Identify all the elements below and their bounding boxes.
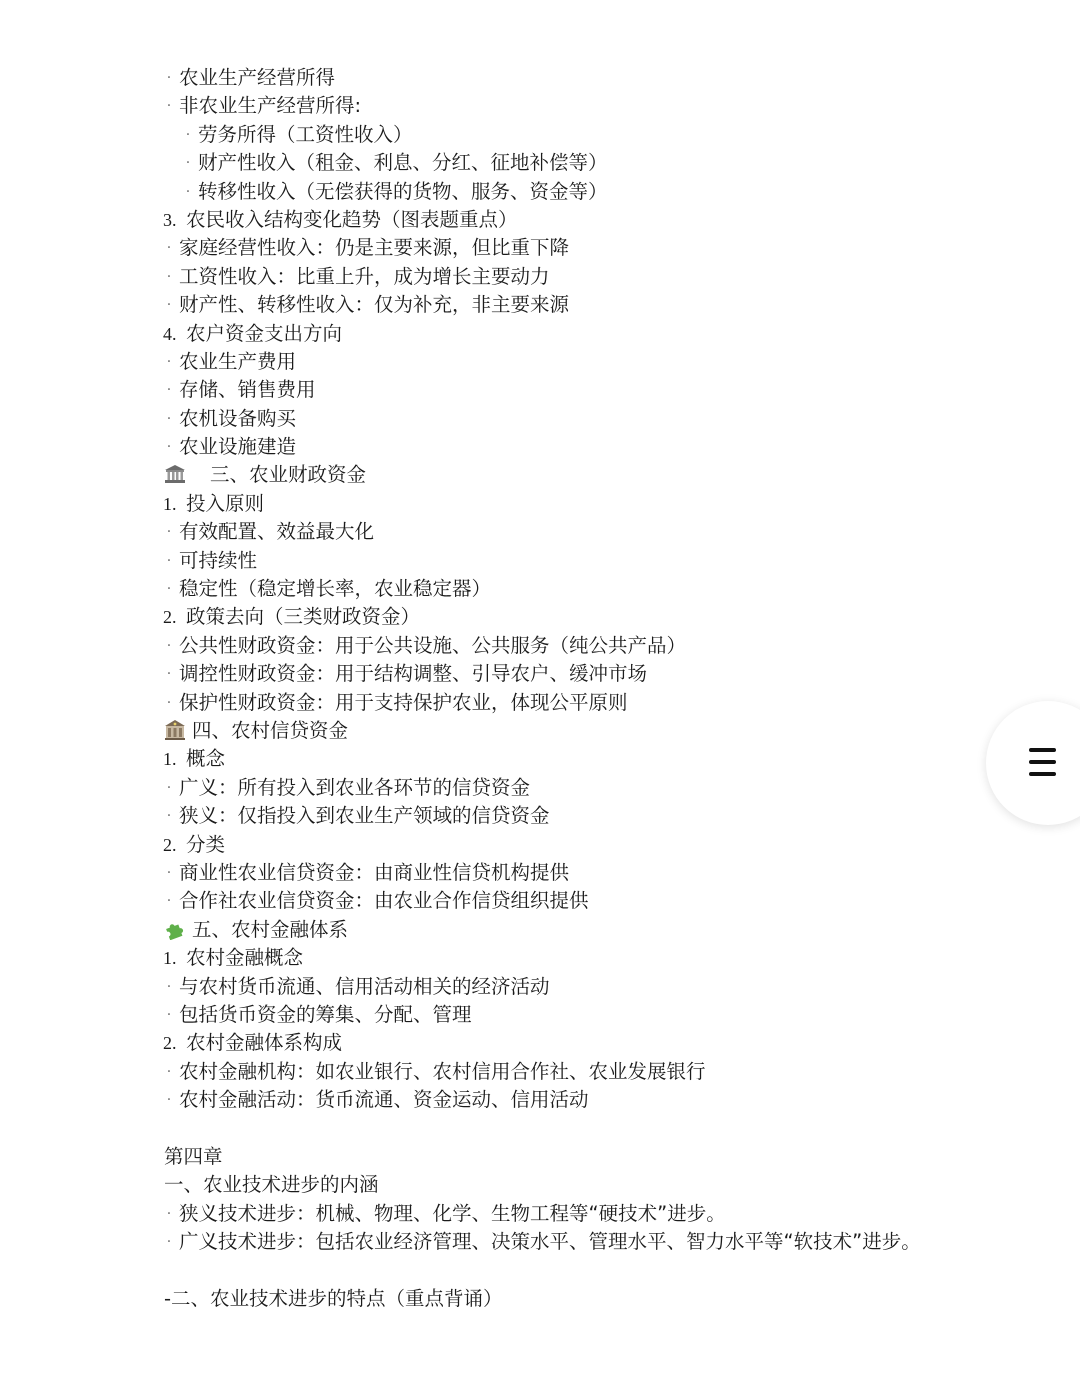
- list-number: 2.: [163, 607, 177, 628]
- bullet-marker: ·: [166, 666, 172, 683]
- line-text: 政策去向（三类财政资金）: [186, 605, 421, 629]
- bullet-marker: ·: [185, 126, 191, 143]
- list-item: [0, 547, 960, 575]
- list-item: [0, 802, 960, 830]
- line-text: 狭义：仅指投入到农业生产领域的信贷资金: [179, 804, 550, 828]
- bullet-marker: ·: [166, 70, 172, 86]
- bullet-marker: ·: [166, 978, 172, 995]
- list-item: [0, 887, 960, 915]
- list-number: 1.: [163, 493, 177, 514]
- bullet-marker: ·: [166, 581, 172, 598]
- list-item: [0, 64, 960, 92]
- list-item: [0, 518, 960, 546]
- line-text: 家庭经营性收入：仍是主要来源，但比重下降: [179, 236, 570, 260]
- bullet-marker: ·: [166, 1006, 172, 1023]
- line-text: 劳务所得（工资性收入）: [198, 122, 413, 146]
- bank-icon: [164, 719, 186, 741]
- bullet-marker: ·: [166, 382, 172, 399]
- line-text: 农村金融概念: [186, 946, 304, 970]
- text-line: [0, 1171, 960, 1199]
- line-text: 包括货币资金的筹集、分配、管理: [179, 1002, 472, 1026]
- numbered-heading: [0, 745, 960, 773]
- bullet-marker: ·: [166, 410, 172, 427]
- line-text: 狭义技术进步：机械、物理、化学、生物工程等“硬技术”进步。: [179, 1201, 726, 1225]
- line-text: 投入原则: [186, 491, 265, 515]
- bullet-marker: ·: [166, 439, 172, 456]
- list-number: 1.: [163, 948, 177, 969]
- numbered-heading: [0, 206, 960, 234]
- line-text: 广义：所有投入到农业各环节的信贷资金: [179, 775, 531, 799]
- list-item: [0, 121, 960, 149]
- bullet-marker: ·: [166, 1205, 172, 1222]
- numbered-heading: [0, 944, 960, 972]
- line-text: -二、农业技术进步的特点（重点背诵）: [164, 1286, 503, 1310]
- numbered-heading: [0, 1029, 960, 1057]
- bullet-marker: ·: [166, 893, 172, 910]
- document-body: [0, 64, 960, 1313]
- text-line: [0, 1285, 960, 1313]
- bullet-marker: ·: [166, 637, 172, 654]
- list-item: [0, 1200, 960, 1228]
- bullet-marker: ·: [166, 1092, 172, 1109]
- line-text: 四、农村信贷资金: [192, 718, 349, 742]
- line-text: 农业生产费用: [179, 349, 297, 373]
- bullet-marker: ·: [185, 183, 191, 200]
- line-text: 与农村货币流通、信用活动相关的经济活动: [179, 974, 550, 998]
- line-text: 广义技术进步：包括农业经济管理、决策水平、管理水平、智力水平等“软技术”进步。: [179, 1230, 921, 1254]
- list-item: [0, 859, 960, 887]
- line-text: 公共性财政资金：用于公共设施、公共服务（纯公共产品）: [179, 633, 687, 657]
- line-text: 保护性财政资金：用于支持保护农业，体现公平原则: [179, 690, 628, 714]
- line-text: 三、农业财政资金: [210, 463, 367, 487]
- bullet-marker: ·: [166, 268, 172, 285]
- line-text: 存储、销售费用: [179, 378, 316, 402]
- list-item: [0, 348, 960, 376]
- list-item: [0, 376, 960, 404]
- classical-building-icon: [164, 463, 186, 485]
- numbered-heading: [0, 831, 960, 859]
- list-item: [0, 689, 960, 717]
- text-line: [0, 1143, 960, 1171]
- list-number: 4.: [163, 323, 177, 344]
- line-text: 概念: [186, 747, 226, 771]
- line-text: 财产性收入（租金、利息、分红、征地补偿等）: [198, 151, 608, 175]
- list-item: [0, 291, 960, 319]
- line-text: 商业性农业信贷资金：由商业性信贷机构提供: [179, 860, 570, 884]
- list-number: 2.: [163, 1033, 177, 1054]
- line-text: 农机设备购买: [179, 406, 297, 430]
- menu-button[interactable]: [986, 701, 1080, 825]
- list-item: [0, 575, 960, 603]
- bullet-marker: ·: [166, 808, 172, 825]
- line-text: 农村金融机构：如农业银行、农村信用合作社、农业发展银行: [179, 1059, 706, 1083]
- bullet-marker: ·: [166, 779, 172, 796]
- list-item: [0, 433, 960, 461]
- hamburger-menu-icon: [1029, 748, 1056, 776]
- section-heading: [0, 916, 960, 944]
- line-text: 农民收入结构变化趋势（图表题重点）: [186, 207, 518, 231]
- bullet-marker: ·: [166, 297, 172, 314]
- list-item: [0, 632, 960, 660]
- list-item: [0, 149, 960, 177]
- line-text: 非农业生产经营所得:: [179, 94, 362, 118]
- list-item: [0, 1001, 960, 1029]
- bullet-marker: ·: [166, 694, 172, 711]
- numbered-heading: [0, 490, 960, 518]
- list-item: [0, 263, 960, 291]
- list-item: [0, 660, 960, 688]
- line-text: 农业设施建造: [179, 435, 297, 459]
- line-text: 调控性财政资金：用于结构调整、引导农户、缓冲市场: [179, 662, 648, 686]
- list-item: [0, 1086, 960, 1114]
- bullet-marker: ·: [166, 240, 172, 257]
- bullet-marker: ·: [166, 1063, 172, 1080]
- puzzle-piece-icon: [164, 918, 186, 940]
- list-item: [0, 774, 960, 802]
- bullet-marker: ·: [166, 1234, 172, 1251]
- list-number: 3.: [163, 209, 177, 230]
- line-text: 财产性、转移性收入：仅为补充，非主要来源: [179, 293, 570, 317]
- line-text: 第四章: [164, 1144, 223, 1168]
- bullet-marker: ·: [166, 98, 172, 115]
- numbered-heading: [0, 603, 960, 631]
- line-text: 农村金融活动：货币流通、资金运动、信用活动: [179, 1088, 589, 1112]
- list-item: [0, 92, 960, 120]
- section-heading: [0, 717, 960, 745]
- list-item: [0, 973, 960, 1001]
- line-text: 工资性收入：比重上升，成为增长主要动力: [179, 264, 550, 288]
- line-text: 转移性收入（无偿获得的货物、服务、资金等）: [198, 179, 608, 203]
- list-item: [0, 1058, 960, 1086]
- line-text: 一、农业技术进步的内涵: [164, 1173, 379, 1197]
- line-text: 农村金融体系构成: [186, 1031, 343, 1055]
- line-text: 农业生产经营所得: [179, 66, 336, 89]
- section-heading: [0, 461, 960, 489]
- blank-line: [0, 1256, 960, 1284]
- bullet-marker: ·: [185, 155, 191, 172]
- line-text: 分类: [186, 832, 226, 856]
- bullet-marker: ·: [166, 524, 172, 541]
- numbered-heading: [0, 320, 960, 348]
- line-text: 稳定性（稳定增长率，农业稳定器）: [179, 577, 492, 601]
- blank-line: [0, 1114, 960, 1142]
- line-text: 可持续性: [179, 548, 258, 572]
- line-text: 农户资金支出方向: [186, 321, 343, 345]
- list-item: [0, 178, 960, 206]
- line-text: 有效配置、效益最大化: [179, 520, 375, 544]
- line-text: 五、农村金融体系: [192, 917, 349, 941]
- list-number: 1.: [163, 749, 177, 770]
- bullet-marker: ·: [166, 552, 172, 569]
- bullet-marker: ·: [166, 864, 172, 881]
- list-item: [0, 234, 960, 262]
- list-item: [0, 405, 960, 433]
- list-number: 2.: [163, 834, 177, 855]
- list-item: [0, 1228, 960, 1256]
- bullet-marker: ·: [166, 353, 172, 370]
- line-text: 合作社农业信贷资金：由农业合作信贷组织提供: [179, 889, 589, 913]
